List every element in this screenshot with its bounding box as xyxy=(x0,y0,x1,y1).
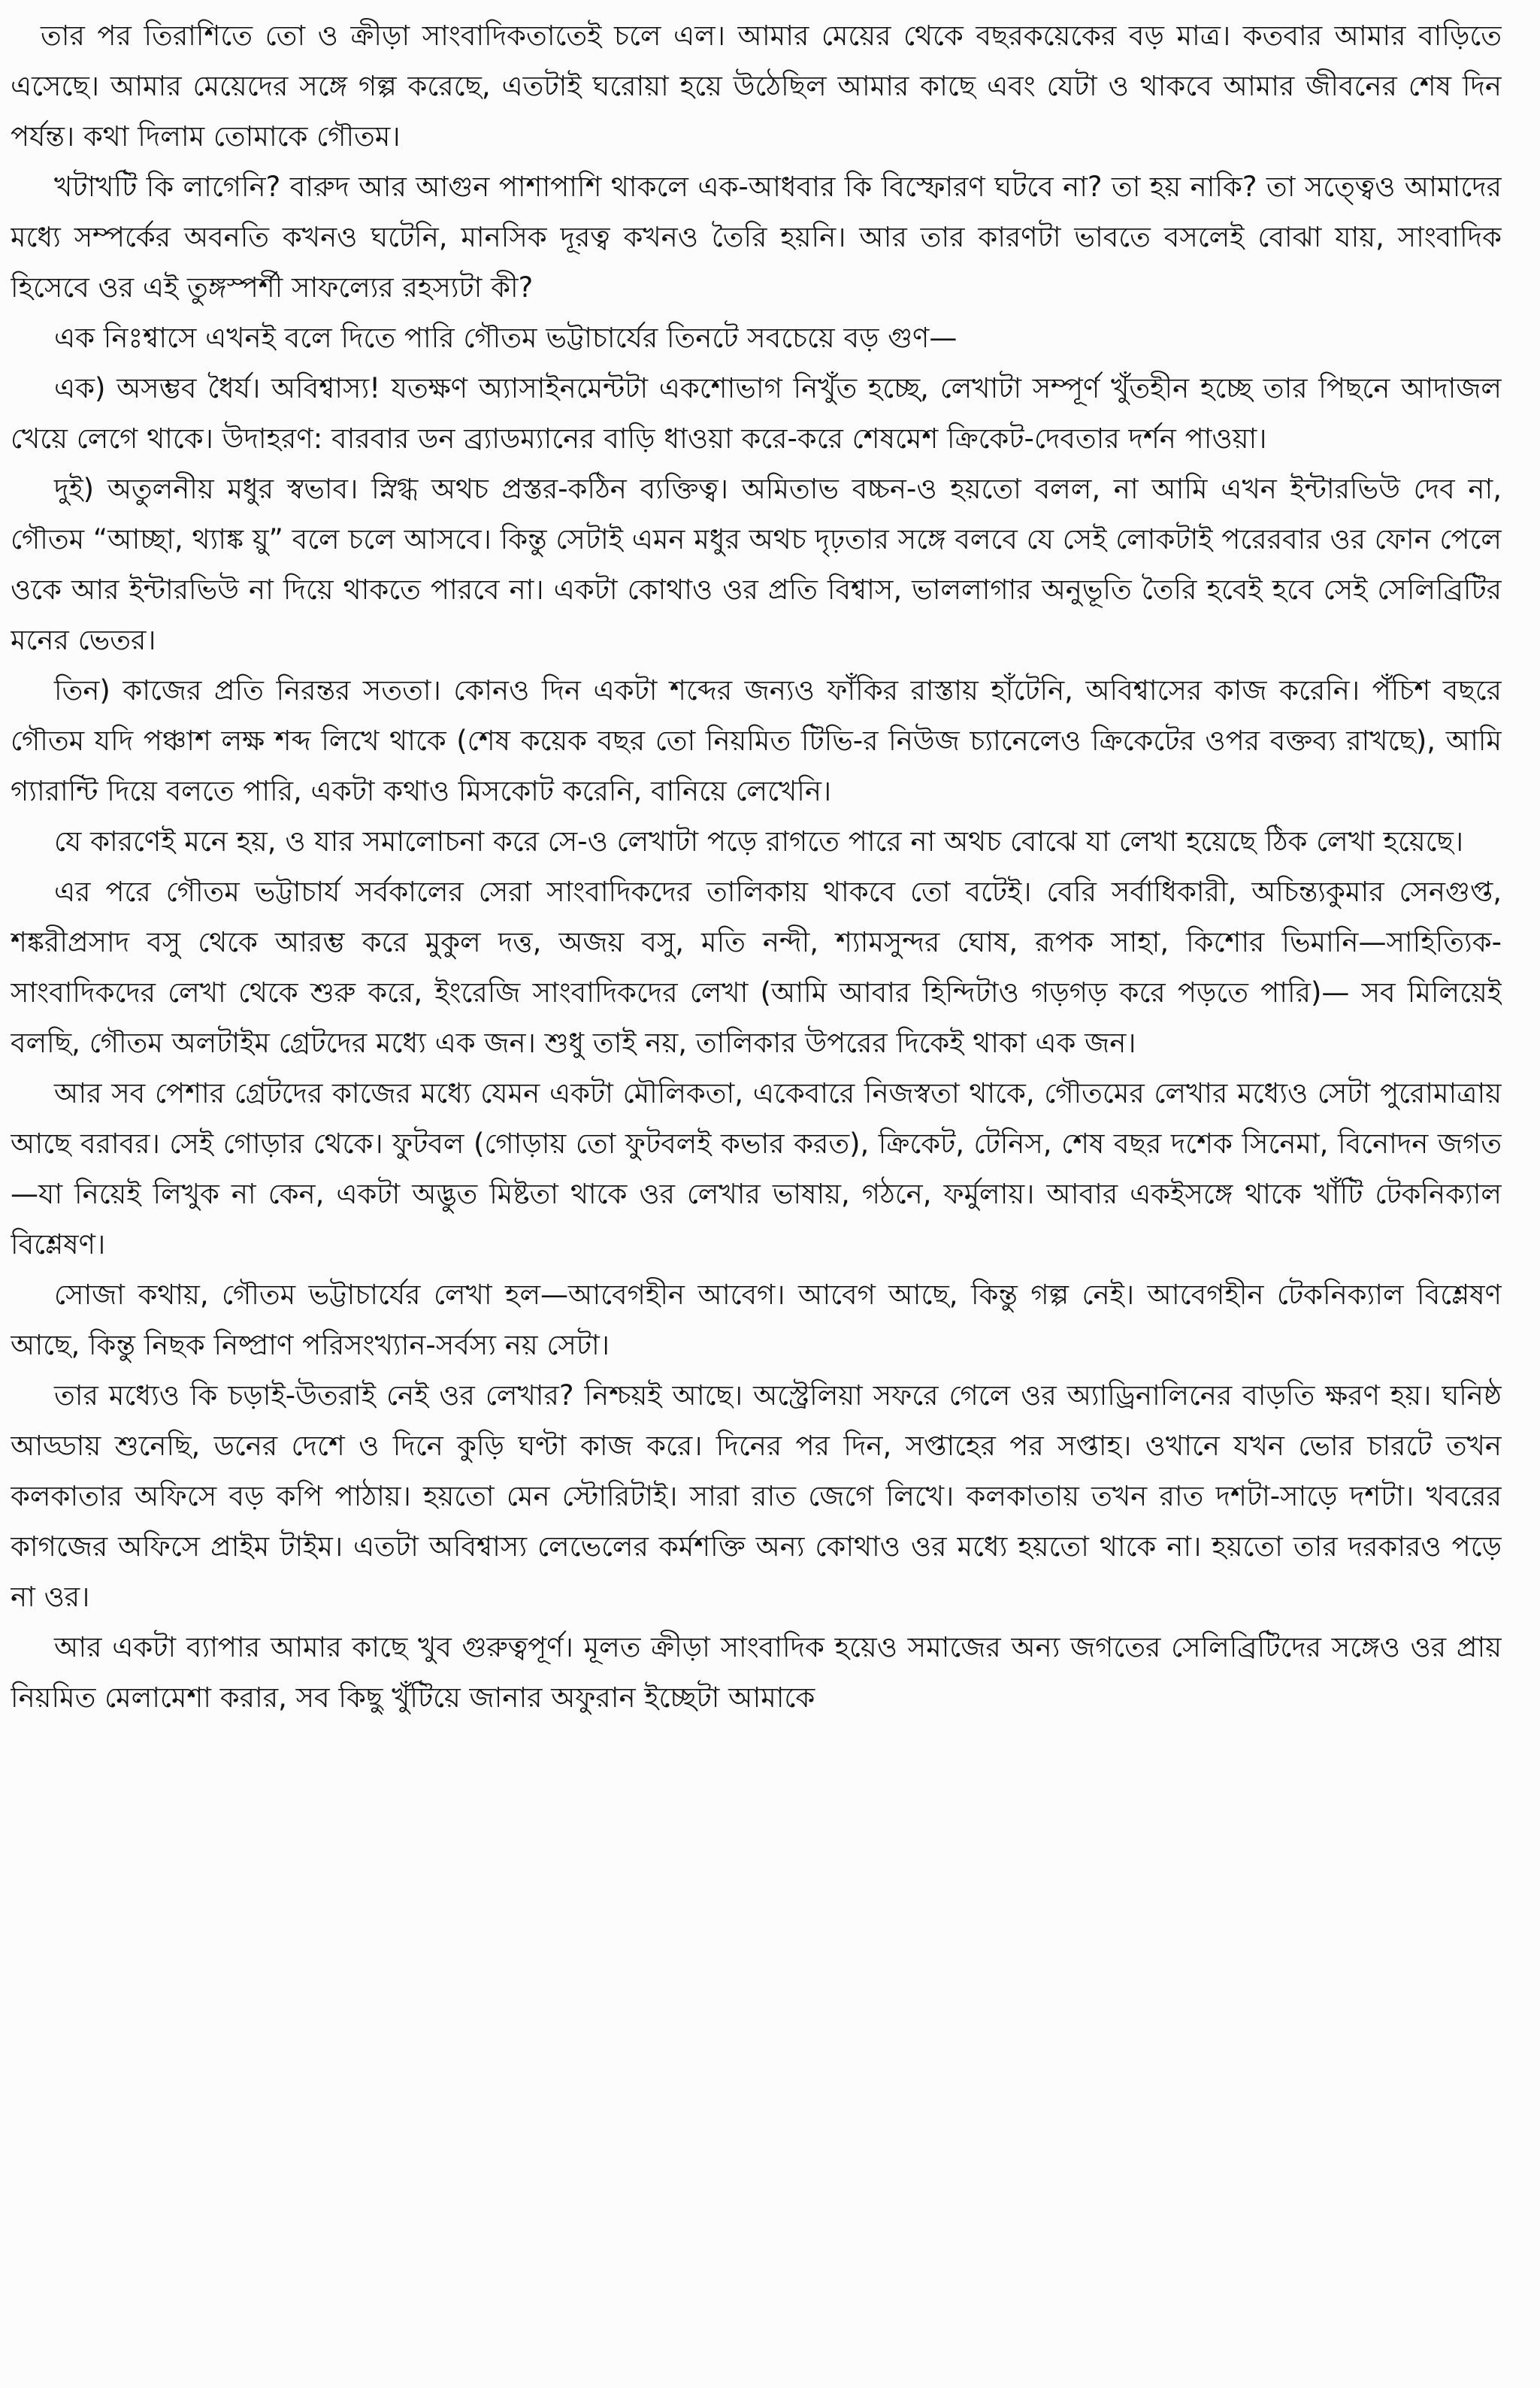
paragraph-4: এক) অসম্ভব ধৈর্য। অবিশ্বাস্য! যতক্ষণ অ্যাসাইনমেন্টটা একশোভাগ নিখুঁত হচ্ছে, লেখাটা সম্পূর্ণ খুঁতহীন হচ্ছে তার পিছনে আদাজল খেয়ে লেগে থাকে। উদাহরণ: বারবার ডন ব্র্যাডম্যানের বাড়ি ধাওয়া করে-করে শেষমেশ ক্রিকেট-দেবতার দর্শন পাওয়া। xyxy=(11,372,1502,455)
paragraph-8: এর পরে গৌতম ভট্টাচার্য সর্বকালের সেরা সাংবাদিকদের তালিকায় থাকবে তো বটেই। বেরি সর্বাধিকারী, অচিন্ত্যকুমার সেনগুপ্ত, শঙ্করীপ্রসাদ বসু থেকে আরম্ভ করে মুকুল দত্ত, অজয় বসু, মতি নন্দী, শ্যামসুন্দর ঘোষ, রূপক সাহা, কিশোর ভিমানি—সাহিত্যিক-সাংবাদিকদের লেখা থেকে শুরু করে, ইংরেজি সাংবাদিকদের লেখা (আমি আবার হিন্দিটাও গড়গড় করে পড়তে পারি)— সব মিলিয়েই বলছি, গৌতম অলটাইম গ্রেটদের মধ্যে এক জন। শুধু তাই নয়, তালিকার উপরের দিকেই থাকা এক জন। xyxy=(11,876,1502,1059)
paragraph-6: তিন) কাজের প্রতি নিরন্তর সততা। কোনও দিন একটা শব্দের জন্যও ফাঁকির রাস্তায় হাঁটেনি, অবিশ্বাসের কাজ করেনি। পঁচিশ বছরে গৌতম যদি পঞ্চাশ লক্ষ শব্দ লিখে থাকে (শেষ কয়েক বছর তো নিয়মিত টিভি-র নিউজ চ্যানেলেও ক্রিকেটের ওপর বক্তব্য রাখছে), আমি গ্যারান্টি দিয়ে বলতে পারি, একটা কথাও মিসকোট করেনি, বানিয়ে লেখেনি। xyxy=(11,674,1502,807)
paragraph-3: এক নিঃশ্বাসে এখনই বলে দিতে পারি গৌতম ভট্টাচার্যের তিনটে সবচেয়ে বড় গুণ— xyxy=(54,322,958,354)
paragraph-5: দুই) অতুলনীয় মধুর স্বভাব। স্নিগ্ধ অথচ প্রস্তর-কঠিন ব্যক্তিত্ব। অমিতাভ বচ্চন-ও হয়তো বলল, না আমি এখন ইন্টারভিউ দেব না, গৌতম “আচ্ছা, থ্যাঙ্ক য়ু” বলে চলে আসবে। কিন্তু সেটাই এমন মধুর অথচ দৃঢ়তার সঙ্গে বলবে যে সেই লোকটাই পরেরবার ওর ফোন পেলে ওকে আর ইন্টারভিউ না দিয়ে থাকতে পারবে না। একটা কোথাও ওর প্রতি বিশ্বাস, ভাললাগার অনুভূতি তৈরি হবেই হবে সেই সেলিব্রিটির মনের ভেতর। xyxy=(11,473,1502,656)
paragraph-11: তার মধ্যেও কি চড়াই-উতরাই নেই ওর লেখার? নিশ্চয়ই আছে। অস্ট্রেলিয়া সফরে গেলে ওর অ্যাড্রিনালিনের বাড়তি ক্ষরণ হয়। ঘনিষ্ঠ আড্ডায় শুনেছি, ডনের দেশে ও দিনে কুড়ি ঘণ্টা কাজ করে। দিনের পর দিন, সপ্তাহের পর সপ্তাহ। ওখানে যখন ভোর চারটে তখন কলকাতার অফিসে বড় কপি পাঠায়। হয়তো মেন স্টোরিটাই। সারা রাত জেগে লিখে। কলকাতায় তখন রাত দশটা-সাড়ে দশটা। খবরের কাগজের অফিসে প্রাইম টাইম। এতটা অবিশ্বাস্য লেভেলের কর্মশক্তি অন্য কোথাও ওর মধ্যে হয়তো থাকে না। হয়তো তার দরকারও পড়ে না ওর। xyxy=(11,1379,1502,1613)
paragraph-1: তার পর তিরাশিতে তো ও ক্রীড়া সাংবাদিকতাতেই চলে এল। আমার মেয়ের থেকে বছরকয়েকের বড় মাত্র। কতবার আমার বাড়িতে এসেছে। আমার মেয়েদের সঙ্গে গল্প করেছে, এতটাই ঘরোয়া হয়ে উঠেছিল আমার কাছে এবং যেটা ও থাকবে আমার জীবনের শেষ দিন পর্যন্ত। কথা দিলাম তোমাকে গৌতম। xyxy=(11,20,1502,153)
paragraph-12: আর একটা ব্যাপার আমার কাছে খুব গুরুত্বপূর্ণ। মূলত ক্রীড়া সাংবাদিক হয়েও সমাজের অন্য জগতের সেলিব্রিটিদের সঙ্গেও ওর প্রায় নিয়মিত মেলামেশা করার, সব কিছু খুঁটিয়ে জানার অফুরান ইচ্ছেটা আমাকে xyxy=(11,1631,1502,1714)
paragraph-10: সোজা কথায়, গৌতম ভট্টাচার্যের লেখা হল—আবেগহীন আবেগ। আবেগ আছে, কিন্তু গল্প নেই। আবেগহীন টেকনিক্যাল বিশ্লেষণ আছে, কিন্তু নিছক নিষ্প্রাণ পরিসংখ্যান-সর্বস্য নয় সেটা। xyxy=(11,1279,1502,1361)
paragraph-9: আর সব পেশার গ্রেটদের কাজের মধ্যে যেমন একটা মৌলিকতা, একেবারে নিজস্বতা থাকে, গৌতমের লেখার মধ্যেও সেটা পুরোমাত্রায় আছে বরাবর। সেই গোড়ার থেকে। ফুটবল (গোড়ায় তো ফুটবলই কভার করত), ক্রিকেট, টেনিস, শেষ বছর দশেক সিনেমা, বিনোদন জগত—যা নিয়েই লিখুক না কেন, একটা অদ্ভুত মিষ্টতা থাকে ওর লেখার ভাষায়, গঠনে, ফর্মুলায়। আবার একইসঙ্গে থাকে খাঁটি টেকনিক্যাল বিশ্লেষণ। xyxy=(11,1077,1502,1261)
paragraph-2: খটাখটি কি লাগেনি? বারুদ আর আগুন পাশাপাশি থাকলে এক-আধবার কি বিস্ফোরণ ঘটবে না? তা হয় নাকি? তা সত্ত্বেও আমাদের মধ্যে সম্পর্কের অবনতি কখনও ঘটেনি, মানসিক দূরত্ব কখনও তৈরি হয়নি। আর তার কারণটা ভাবতে বসলেই বোঝা যায়, সাংবাদিক হিসেবে ওর এই তুঙ্গস্পর্শী সাফল্যের রহস্যটা কী? xyxy=(11,171,1502,304)
scanned-page xyxy=(11,11,1502,2374)
paragraph-7: যে কারণেই মনে হয়, ও যার সমালোচনা করে সে-ও লেখাটা পড়ে রাগতে পারে না অথচ বোঝে যা লেখা হয়েছে ঠিক লেখা হয়েছে। xyxy=(54,825,1464,858)
